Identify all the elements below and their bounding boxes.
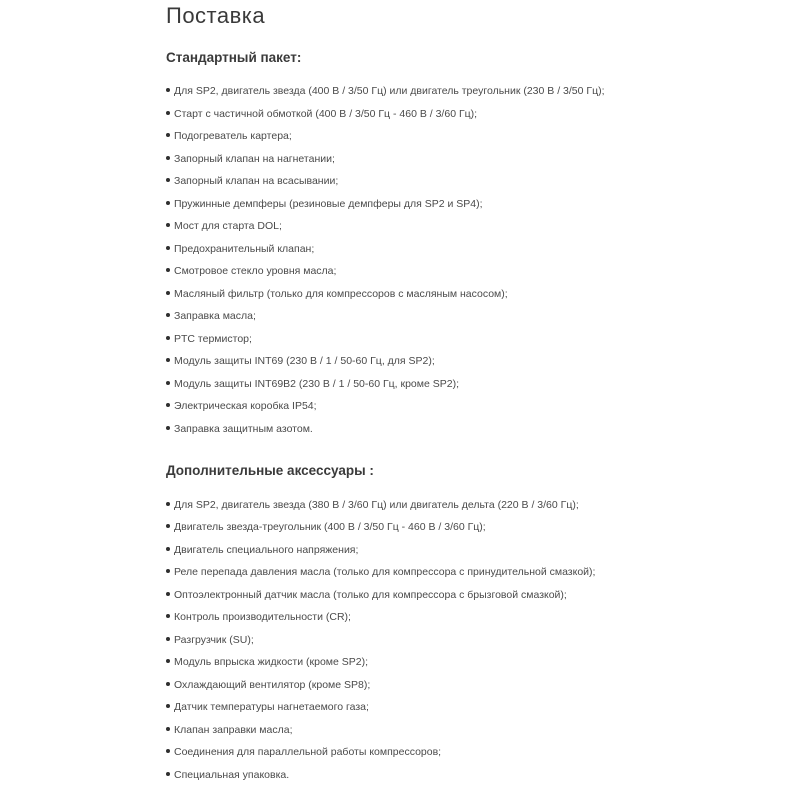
- list-item: [166, 696, 780, 719]
- bullet-icon: [166, 403, 170, 407]
- bullet-icon: [166, 502, 170, 506]
- bullet-icon: [166, 223, 170, 227]
- list-item-text: Модуль защиты INT69 (230 В / 1 / 50-60 Гц, для SP2);: [174, 355, 435, 368]
- list-item-text: Модуль защиты INT69B2 (230 В / 1 / 50-60 Гц, кроме SP2);: [174, 377, 460, 390]
- list-item: [166, 193, 780, 216]
- bullet-icon: [166, 111, 170, 115]
- list-item-text: Охлаждающий вентилятор (кроме SP8);: [174, 678, 371, 691]
- bullet-icon: [166, 133, 170, 137]
- bullet-icon: [166, 569, 170, 573]
- bullet-icon: [166, 637, 170, 641]
- list-item: [166, 373, 780, 396]
- list-item-text: Старт с частичной обмоткой (400 В / 3/50 Гц - 460 В / 3/60 Гц);: [174, 107, 478, 120]
- list-item: [166, 125, 780, 148]
- list-item-text: Контроль производительности (CR);: [174, 611, 351, 624]
- bullet-icon: [166, 201, 170, 205]
- section-heading-additional-accessories: Дополнительные аксессуары :: [166, 463, 374, 479]
- bullet-icon: [166, 268, 170, 272]
- list-item-text: Оптоэлектронный датчик масла (только для компрессора с брызговой смазкой);: [174, 588, 567, 601]
- bullet-icon: [166, 336, 170, 340]
- list-item-text: Запорный клапан на всасывании;: [174, 175, 339, 188]
- bullet-icon: [166, 704, 170, 708]
- list-item-text: Датчик температуры нагнетаемого газа;: [174, 701, 369, 714]
- list-item: [166, 170, 780, 193]
- additional-accessories-list: [166, 494, 780, 787]
- list-item: [166, 516, 780, 539]
- list-item-text: Для SP2, двигатель звезда (380 В / 3/60 Гц) или двигатель дельта (220 В / 3/60 Гц);: [174, 498, 579, 511]
- list-item: [166, 584, 780, 607]
- list-item: [166, 764, 780, 787]
- bullet-icon: [166, 246, 170, 250]
- list-item-text: Клапан заправки масла;: [174, 723, 293, 736]
- list-item: [166, 80, 780, 103]
- bullet-icon: [166, 88, 170, 92]
- list-item-text: Электрическая коробка IP54;: [174, 400, 317, 413]
- list-item-text: Соединения для параллельной работы компрессоров;: [174, 746, 442, 759]
- bullet-icon: [166, 659, 170, 663]
- list-item-text: Запорный клапан на нагнетании;: [174, 152, 335, 165]
- list-item: [166, 539, 780, 562]
- bullet-icon: [166, 426, 170, 430]
- bullet-icon: [166, 614, 170, 618]
- list-item-text: Пружинные демпферы (резиновые демпферы для SP2 и SP4);: [174, 197, 483, 210]
- list-item: [166, 260, 780, 283]
- list-item: [166, 283, 780, 306]
- list-item-text: Смотровое стекло уровня масла;: [174, 265, 337, 278]
- list-item: [166, 148, 780, 171]
- bullet-icon: [166, 313, 170, 317]
- bullet-icon: [166, 592, 170, 596]
- list-item-text: Заправка защитным азотом.: [174, 422, 313, 435]
- list-item-text: Двигатель звезда-треугольник (400 В / 3/50 Гц - 460 В / 3/60 Гц);: [174, 521, 486, 534]
- list-item-text: Для SP2, двигатель звезда (400 В / 3/50 Гц) или двигатель треугольник (230 В / 3/50 Гц);: [174, 85, 605, 98]
- list-item-text: Двигатель специального напряжения;: [174, 543, 359, 556]
- list-item-text: Предохранительный клапан;: [174, 242, 315, 255]
- list-item-text: Реле перепада давления масла (только для компрессора с принудительной смазкой);: [174, 566, 596, 579]
- list-item-text: PTC термистор;: [174, 332, 252, 345]
- list-item: [166, 418, 780, 441]
- bullet-icon: [166, 749, 170, 753]
- list-item: [166, 606, 780, 629]
- list-item-text: Масляный фильтр (только для компрессоров с масляным насосом);: [174, 287, 508, 300]
- bullet-icon: [166, 291, 170, 295]
- bullet-icon: [166, 156, 170, 160]
- list-item: [166, 719, 780, 742]
- list-item: [166, 238, 780, 261]
- list-item: [166, 561, 780, 584]
- list-item: [166, 629, 780, 652]
- list-item-text: Подогреватель картера;: [174, 130, 292, 143]
- list-item: [166, 305, 780, 328]
- bullet-icon: [166, 547, 170, 551]
- bullet-icon: [166, 381, 170, 385]
- page-title: Поставка: [166, 3, 266, 28]
- bullet-icon: [166, 178, 170, 182]
- list-item: [166, 741, 780, 764]
- list-item: [166, 215, 780, 238]
- list-item-text: Заправка масла;: [174, 310, 256, 323]
- list-item: [166, 350, 780, 373]
- list-item: [166, 494, 780, 517]
- list-item: [166, 651, 780, 674]
- list-item-text: Разгрузчик (SU);: [174, 633, 254, 646]
- list-item: [166, 395, 780, 418]
- list-item: [166, 103, 780, 126]
- bullet-icon: [166, 358, 170, 362]
- standard-package-list: [166, 80, 780, 440]
- list-item-text: Специальная упаковка.: [174, 768, 290, 781]
- list-item: [166, 674, 780, 697]
- bullet-icon: [166, 727, 170, 731]
- list-item-text: Модуль впрыска жидкости (кроме SP2);: [174, 656, 369, 669]
- list-item-text: Мост для старта DOL;: [174, 220, 282, 233]
- list-item: [166, 328, 780, 351]
- section-heading-standard-package: Стандартный пакет:: [166, 49, 302, 65]
- bullet-icon: [166, 682, 170, 686]
- bullet-icon: [166, 524, 170, 528]
- bullet-icon: [166, 772, 170, 776]
